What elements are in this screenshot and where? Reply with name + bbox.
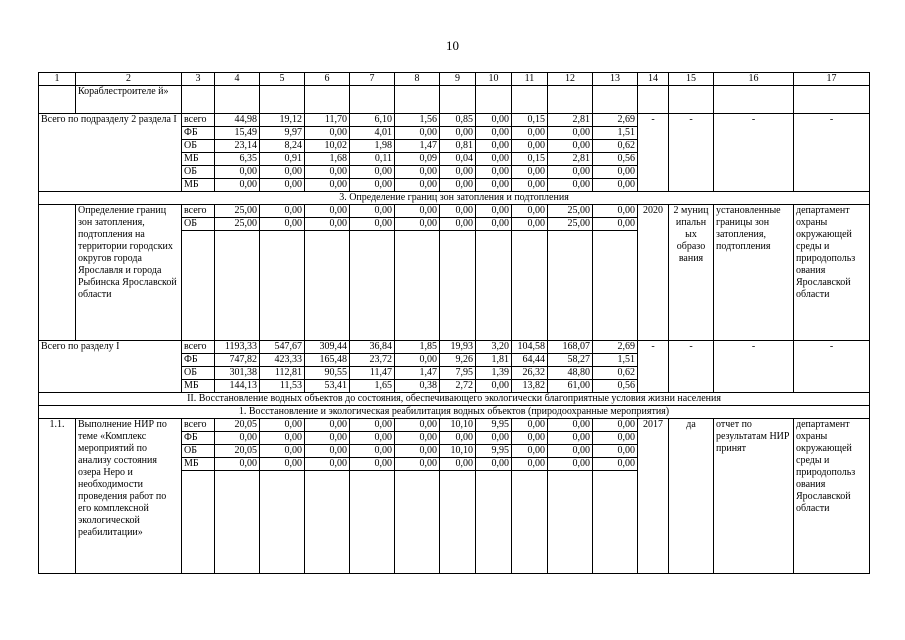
- value-cell: 0,62: [593, 367, 638, 380]
- cont-empty: [638, 86, 669, 114]
- value-cell: 0,85: [440, 114, 476, 127]
- value-cell: 2,81: [548, 114, 593, 127]
- cont-name: Кораблестроителе й»: [76, 86, 182, 114]
- column-number-8: 8: [395, 73, 440, 86]
- value-cell: 19,93: [440, 341, 476, 354]
- value-cell: 0,00: [548, 166, 593, 179]
- executor-cell: департамент охраны окружающей среды и природопольз ования Ярославской области: [794, 205, 870, 341]
- value-cell: 11,53: [260, 380, 305, 393]
- value-cell: 1,51: [593, 354, 638, 367]
- indicator-cell: 2 муниц ипальн ых образо вания: [669, 205, 714, 341]
- value-cell: 15,49: [215, 127, 260, 140]
- value-cell: 0,00: [305, 445, 350, 458]
- indicator-cell: -: [669, 341, 714, 393]
- value-cell: 0,00: [305, 432, 350, 445]
- value-cell: 1,51: [593, 127, 638, 140]
- value-cell: 36,84: [350, 341, 395, 354]
- executor-cell: департамент охраны окружающей среды и природопольз ования Ярославской области: [794, 419, 870, 574]
- value-cell: 26,32: [512, 367, 548, 380]
- value-cell: 0,00: [395, 127, 440, 140]
- value-cell: 0,00: [260, 218, 305, 231]
- value-cell: 0,00: [512, 458, 548, 471]
- cont-empty: [305, 86, 350, 114]
- value-cell: 165,48: [305, 354, 350, 367]
- value-cell: 0,00: [440, 127, 476, 140]
- value-cell: 0,00: [593, 205, 638, 218]
- column-number-10: 10: [476, 73, 512, 86]
- executor-cell: -: [794, 114, 870, 192]
- item-number: 1.1.: [39, 419, 76, 574]
- value-cell: 0,00: [476, 380, 512, 393]
- funding-source: МБ: [182, 153, 215, 166]
- indicator-cell: да: [669, 419, 714, 574]
- year-cell: 2020: [638, 205, 669, 341]
- value-cell: 0,00: [260, 458, 305, 471]
- value-cell: 1,39: [476, 367, 512, 380]
- funding-source: МБ: [182, 179, 215, 192]
- value-cell: 0,00: [548, 419, 593, 432]
- funding-source: всего: [182, 205, 215, 218]
- value-cell: 0,00: [593, 445, 638, 458]
- value-cell: 0,00: [350, 218, 395, 231]
- program-table: [38, 72, 870, 574]
- filler-cell: [260, 231, 305, 341]
- value-cell: 0,00: [215, 166, 260, 179]
- value-cell: 44,98: [215, 114, 260, 127]
- value-cell: 1,81: [476, 354, 512, 367]
- total-label: Всего по разделу I: [39, 341, 182, 393]
- value-cell: 547,67: [260, 341, 305, 354]
- value-cell: 11,70: [305, 114, 350, 127]
- value-cell: 2,69: [593, 341, 638, 354]
- cont-empty: [260, 86, 305, 114]
- value-cell: 0,00: [305, 127, 350, 140]
- value-cell: 0,00: [593, 179, 638, 192]
- subsection-title-row: [39, 406, 870, 419]
- value-cell: 0,00: [512, 205, 548, 218]
- filler-cell: [215, 471, 260, 574]
- value-cell: 1,98: [350, 140, 395, 153]
- value-cell: 0,00: [593, 432, 638, 445]
- value-cell: 0,00: [512, 166, 548, 179]
- value-cell: 301,38: [215, 367, 260, 380]
- value-cell: 58,27: [548, 354, 593, 367]
- value-cell: 0,15: [512, 153, 548, 166]
- value-cell: 0,00: [260, 432, 305, 445]
- filler-cell: [182, 471, 215, 574]
- value-cell: 0,00: [593, 419, 638, 432]
- value-cell: 0,00: [440, 166, 476, 179]
- cont-empty: [395, 86, 440, 114]
- value-cell: 23,14: [215, 140, 260, 153]
- column-number-7: 7: [350, 73, 395, 86]
- value-cell: 0,00: [305, 205, 350, 218]
- value-cell: 0,00: [548, 140, 593, 153]
- value-cell: 0,00: [350, 166, 395, 179]
- value-cell: 0,00: [395, 458, 440, 471]
- value-cell: 0,00: [476, 179, 512, 192]
- value-cell: 0,00: [476, 114, 512, 127]
- filler-cell: [350, 231, 395, 341]
- value-cell: 0,81: [440, 140, 476, 153]
- value-cell: 0,00: [512, 432, 548, 445]
- value-cell: 0,00: [395, 432, 440, 445]
- column-number-2: 2: [76, 73, 182, 86]
- value-cell: 1,47: [395, 140, 440, 153]
- column-number-16: 16: [714, 73, 794, 86]
- value-cell: 0,00: [476, 205, 512, 218]
- value-cell: 0,00: [305, 179, 350, 192]
- value-cell: 90,55: [305, 367, 350, 380]
- cont-empty: [476, 86, 512, 114]
- value-cell: 0,09: [395, 153, 440, 166]
- value-cell: 1,85: [395, 341, 440, 354]
- filler-cell: [305, 471, 350, 574]
- column-number-6: 6: [305, 73, 350, 86]
- funding-source: ОБ: [182, 445, 215, 458]
- total1-row: [39, 341, 870, 354]
- cont-empty: [215, 86, 260, 114]
- value-cell: 2,72: [440, 380, 476, 393]
- section-title-row: [39, 192, 870, 205]
- column-number-12: 12: [548, 73, 593, 86]
- cont-empty: [714, 86, 794, 114]
- result-cell: -: [714, 341, 794, 393]
- value-cell: 9,26: [440, 354, 476, 367]
- value-cell: 0,00: [260, 205, 305, 218]
- column-number-3: 3: [182, 73, 215, 86]
- value-cell: 0,00: [260, 166, 305, 179]
- funding-source: МБ: [182, 380, 215, 393]
- value-cell: 0,00: [350, 419, 395, 432]
- funding-source: ОБ: [182, 367, 215, 380]
- result-cell: установленные границы зон затопления, подтопления: [714, 205, 794, 341]
- value-cell: 1193,33: [215, 341, 260, 354]
- value-cell: 25,00: [548, 218, 593, 231]
- value-cell: 0,00: [476, 166, 512, 179]
- value-cell: 0,00: [395, 218, 440, 231]
- value-cell: 9,97: [260, 127, 305, 140]
- value-cell: 0,00: [593, 458, 638, 471]
- value-cell: 0,00: [512, 140, 548, 153]
- value-cell: 1,56: [395, 114, 440, 127]
- funding-source: ФБ: [182, 354, 215, 367]
- value-cell: 309,44: [305, 341, 350, 354]
- value-cell: 3,20: [476, 341, 512, 354]
- subtotal-label: Всего по подразделу 2 раздела I: [39, 114, 182, 192]
- value-cell: 0,56: [593, 153, 638, 166]
- section-II-title: II. Восстановление водных объектов до состояния, обеспечивающего экологически благоприятные условия жизни населения: [39, 393, 870, 406]
- value-cell: 0,00: [593, 166, 638, 179]
- value-cell: 104,58: [512, 341, 548, 354]
- value-cell: 0,56: [593, 380, 638, 393]
- column-number-14: 14: [638, 73, 669, 86]
- subsection-1-title: 1. Восстановление и экологическая реабилитация водных объектов (природоохранные мероприятия): [39, 406, 870, 419]
- continuation-row: [39, 86, 870, 114]
- value-cell: 0,00: [395, 354, 440, 367]
- column-number-1: 1: [39, 73, 76, 86]
- value-cell: 168,07: [548, 341, 593, 354]
- value-cell: 61,00: [548, 380, 593, 393]
- value-cell: 0,62: [593, 140, 638, 153]
- value-cell: 0,00: [305, 419, 350, 432]
- value-cell: 2,69: [593, 114, 638, 127]
- value-cell: 0,00: [260, 419, 305, 432]
- filler-cell: [476, 471, 512, 574]
- item11-row: [39, 419, 870, 432]
- value-cell: 0,00: [512, 127, 548, 140]
- value-cell: 0,00: [440, 458, 476, 471]
- result-cell: -: [714, 114, 794, 192]
- funding-source: всего: [182, 419, 215, 432]
- value-cell: 0,00: [350, 205, 395, 218]
- filler-cell: [440, 231, 476, 341]
- column-number-17: 17: [794, 73, 870, 86]
- column-number-5: 5: [260, 73, 305, 86]
- value-cell: 6,10: [350, 114, 395, 127]
- value-cell: 6,35: [215, 153, 260, 166]
- value-cell: 0,11: [350, 153, 395, 166]
- column-number-11: 11: [512, 73, 548, 86]
- value-cell: 0,00: [548, 179, 593, 192]
- value-cell: 2,81: [548, 153, 593, 166]
- value-cell: 0,00: [512, 179, 548, 192]
- funding-source: МБ: [182, 458, 215, 471]
- column-number-4: 4: [215, 73, 260, 86]
- year-cell: -: [638, 341, 669, 393]
- column-number-15: 15: [669, 73, 714, 86]
- value-cell: 1,68: [305, 153, 350, 166]
- value-cell: 0,00: [548, 445, 593, 458]
- value-cell: 20,05: [215, 445, 260, 458]
- funding-source: ФБ: [182, 127, 215, 140]
- value-cell: 0,00: [548, 432, 593, 445]
- value-cell: 112,81: [260, 367, 305, 380]
- value-cell: 747,82: [215, 354, 260, 367]
- value-cell: 1,47: [395, 367, 440, 380]
- filler-cell: [512, 471, 548, 574]
- value-cell: 0,00: [395, 179, 440, 192]
- value-cell: 0,00: [305, 166, 350, 179]
- value-cell: 0,00: [476, 432, 512, 445]
- value-cell: 9,95: [476, 419, 512, 432]
- indicator-cell: -: [669, 114, 714, 192]
- filler-cell: [350, 471, 395, 574]
- executor-cell: -: [794, 341, 870, 393]
- cont-empty: [182, 86, 215, 114]
- value-cell: 4,01: [350, 127, 395, 140]
- funding-source: ОБ: [182, 218, 215, 231]
- value-cell: 53,41: [305, 380, 350, 393]
- value-cell: 0,91: [260, 153, 305, 166]
- value-cell: 20,05: [215, 419, 260, 432]
- cont-empty: [548, 86, 593, 114]
- value-cell: 0,00: [476, 458, 512, 471]
- value-cell: 144,13: [215, 380, 260, 393]
- value-cell: 7,95: [440, 367, 476, 380]
- value-cell: 0,00: [260, 179, 305, 192]
- value-cell: 0,00: [593, 218, 638, 231]
- value-cell: 0,00: [305, 218, 350, 231]
- value-cell: 10,10: [440, 419, 476, 432]
- value-cell: 13,82: [512, 380, 548, 393]
- value-cell: 0,00: [440, 218, 476, 231]
- year-cell: 2017: [638, 419, 669, 574]
- value-cell: 0,00: [215, 179, 260, 192]
- funding-source: ФБ: [182, 432, 215, 445]
- filler-cell: [395, 471, 440, 574]
- cont-empty: [440, 86, 476, 114]
- cont-empty: [593, 86, 638, 114]
- value-cell: 0,00: [350, 432, 395, 445]
- value-cell: 25,00: [548, 205, 593, 218]
- value-cell: 23,72: [350, 354, 395, 367]
- value-cell: 0,00: [476, 153, 512, 166]
- header-row: [39, 73, 870, 86]
- value-cell: 1,65: [350, 380, 395, 393]
- value-cell: 0,00: [512, 218, 548, 231]
- value-cell: 0,00: [350, 179, 395, 192]
- value-cell: 64,44: [512, 354, 548, 367]
- cont-num: [39, 86, 76, 114]
- filler-cell: [440, 471, 476, 574]
- value-cell: 0,00: [215, 458, 260, 471]
- section-title-row: [39, 393, 870, 406]
- filler-cell: [548, 231, 593, 341]
- value-cell: 9,95: [476, 445, 512, 458]
- cont-empty: [350, 86, 395, 114]
- year-cell: -: [638, 114, 669, 192]
- value-cell: 0,00: [395, 166, 440, 179]
- filler-cell: [593, 471, 638, 574]
- filler-cell: [593, 231, 638, 341]
- filler-cell: [476, 231, 512, 341]
- section-3-title: 3. Определение границ зон затопления и подтопления: [39, 192, 870, 205]
- value-cell: 423,33: [260, 354, 305, 367]
- funding-source: ОБ: [182, 166, 215, 179]
- value-cell: 8,24: [260, 140, 305, 153]
- value-cell: 10,02: [305, 140, 350, 153]
- value-cell: 0,00: [548, 127, 593, 140]
- cont-empty: [512, 86, 548, 114]
- value-cell: 0,00: [440, 205, 476, 218]
- value-cell: 25,00: [215, 218, 260, 231]
- item3-row: [39, 205, 870, 218]
- filler-cell: [305, 231, 350, 341]
- cont-empty: [794, 86, 870, 114]
- value-cell: 0,00: [440, 432, 476, 445]
- filler-cell: [512, 231, 548, 341]
- value-cell: 11,47: [350, 367, 395, 380]
- value-cell: 0,00: [395, 445, 440, 458]
- value-cell: 19,12: [260, 114, 305, 127]
- value-cell: 0,00: [215, 432, 260, 445]
- filler-cell: [182, 231, 215, 341]
- value-cell: 48,80: [548, 367, 593, 380]
- item-name: Выполнение НИР по теме «Комплекс мероприятий по анализу состояния озера Неро и необходимости проведения работ по его комплексной экологической реабилитации»: [76, 419, 182, 574]
- column-number-9: 9: [440, 73, 476, 86]
- cont-empty: [669, 86, 714, 114]
- value-cell: 0,00: [395, 419, 440, 432]
- value-cell: 0,00: [476, 127, 512, 140]
- value-cell: 0,00: [476, 218, 512, 231]
- value-cell: 10,10: [440, 445, 476, 458]
- filler-cell: [395, 231, 440, 341]
- value-cell: 0,00: [476, 140, 512, 153]
- item-name: Определение границ зон затопления, подтопления на территории городских округов города Ярославля и города Рыбинска Ярославской области: [76, 205, 182, 341]
- value-cell: 0,00: [548, 458, 593, 471]
- page-number: 10: [446, 38, 459, 53]
- value-cell: 0,00: [395, 205, 440, 218]
- filler-cell: [260, 471, 305, 574]
- value-cell: 0,38: [395, 380, 440, 393]
- value-cell: 0,00: [350, 458, 395, 471]
- value-cell: 0,00: [440, 179, 476, 192]
- funding-source: всего: [182, 341, 215, 354]
- value-cell: 25,00: [215, 205, 260, 218]
- result-cell: отчет по результатам НИР принят: [714, 419, 794, 574]
- value-cell: 0,00: [350, 445, 395, 458]
- funding-source: всего: [182, 114, 215, 127]
- subtotal2-row: [39, 114, 870, 127]
- value-cell: 0,15: [512, 114, 548, 127]
- value-cell: 0,04: [440, 153, 476, 166]
- value-cell: 0,00: [512, 419, 548, 432]
- filler-cell: [215, 231, 260, 341]
- funding-source: ОБ: [182, 140, 215, 153]
- value-cell: 0,00: [305, 458, 350, 471]
- value-cell: 0,00: [512, 445, 548, 458]
- item-number: [39, 205, 76, 341]
- column-number-13: 13: [593, 73, 638, 86]
- filler-cell: [548, 471, 593, 574]
- value-cell: 0,00: [260, 445, 305, 458]
